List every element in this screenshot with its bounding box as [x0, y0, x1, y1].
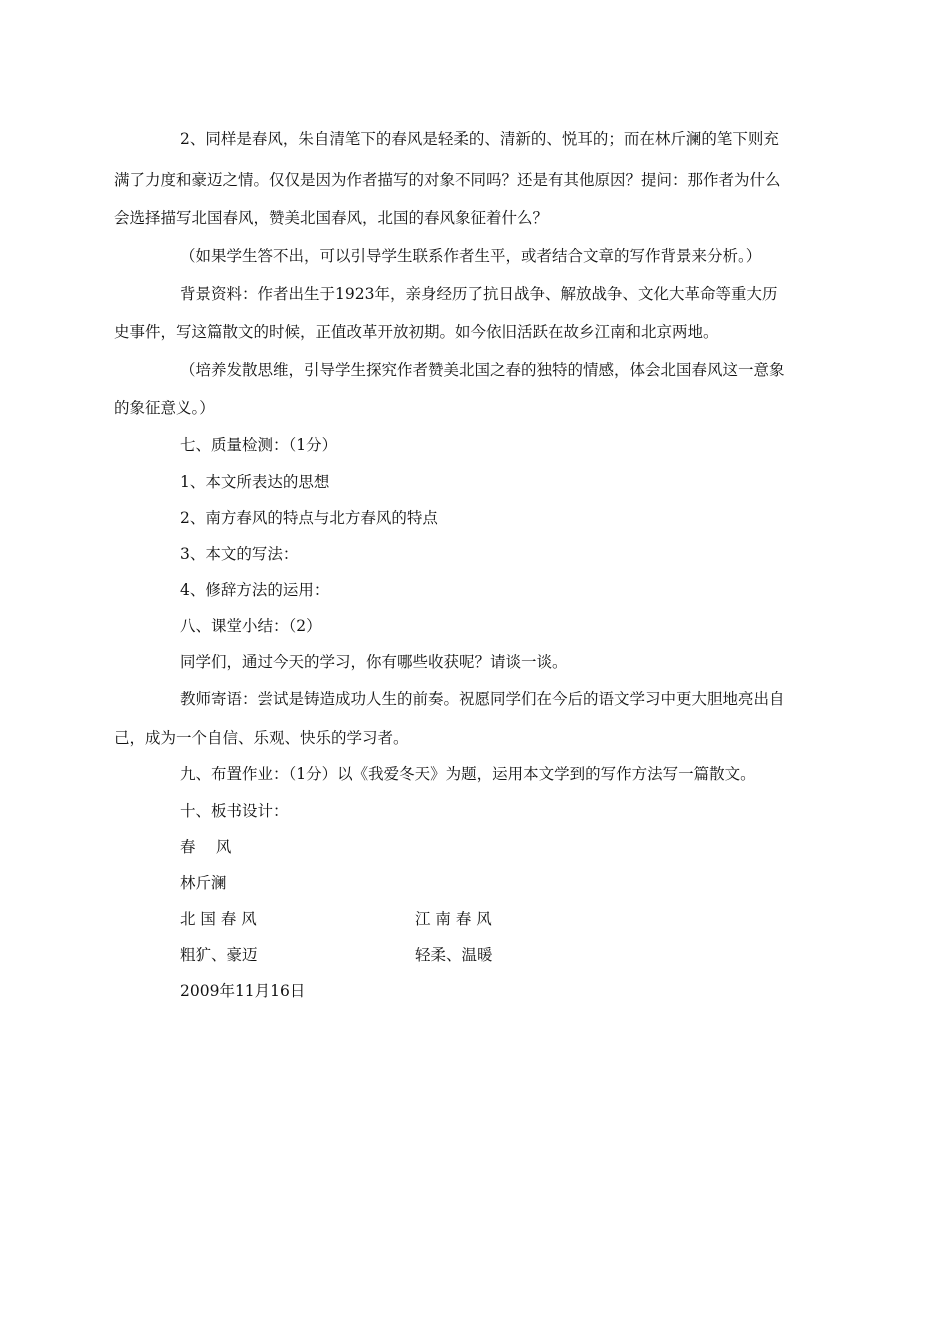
section-7-item-1: 1、本文所表达的思想	[180, 473, 330, 491]
board-right-trait: 轻柔、温暖	[415, 946, 493, 964]
section-9-homework: 九、布置作业：（1分）以《我爱冬天》为题，运用本文学到的写作方法写一篇散文。	[180, 765, 756, 783]
section-10-title: 十、板书设计：	[180, 802, 289, 820]
background-line-1: 背景资料：作者出生于1923年，亲身经历了抗日战争、解放战争、文化大革命等重大历	[180, 285, 778, 303]
board-author: 林斤澜	[180, 874, 227, 892]
background-line-2: 史事件，写这篇散文的时候，正值改革开放初期。如今依旧活跃在故乡江南和北京两地。	[114, 323, 719, 341]
goal-line-1: （培养发散思维，引导学生探究作者赞美北国之春的独特的情感，体会北国春风这一意象	[180, 361, 785, 379]
goal-line-2: 的象征意义。）	[114, 399, 215, 417]
paragraph-2-line-2: 满了力度和豪迈之情。仅仅是因为作者描写的对象不同吗？还是有其他原因？提问：那作者为什么	[114, 171, 781, 189]
board-left-heading: 北 国 春 风	[180, 910, 257, 928]
section-7-title: 七、质量检测：（1分）	[180, 436, 338, 454]
paragraph-2-line-3: 会选择描写北国春风，赞美北国春风，北国的春风象征着什么？	[114, 209, 549, 227]
board-left-trait: 粗犷、豪迈	[180, 946, 258, 964]
section-7-item-4: 4、修辞方法的运用：	[180, 581, 330, 599]
paragraph-2-line-1: 2、同样是春风，朱自清笔下的春风是轻柔的、清新的、悦耳的；而在林斤澜的笔下则充	[180, 130, 779, 148]
section-7-item-2: 2、南方春风的特点与北方春风的特点	[180, 509, 438, 527]
hint-paragraph: （如果学生答不出，可以引导学生联系作者生平，或者结合文章的写作背景来分析。）	[180, 247, 762, 265]
document-date: 2009年11月16日	[180, 982, 306, 1000]
section-8-question: 同学们，通过今天的学习，你有哪些收获呢？请谈一谈。	[180, 653, 568, 671]
board-right-heading: 江 南 春 风	[415, 910, 492, 928]
section-7-item-3: 3、本文的写法：	[180, 545, 299, 563]
teacher-message-line-1: 教师寄语：尝试是铸造成功人生的前奏。祝愿同学们在今后的语文学习中更大胆地亮出自	[180, 690, 785, 708]
section-8-title: 八、课堂小结：（2）	[180, 617, 322, 635]
board-title: 春 风	[180, 838, 232, 856]
teacher-message-line-2: 己，成为一个自信、乐观、快乐的学习者。	[114, 729, 409, 747]
